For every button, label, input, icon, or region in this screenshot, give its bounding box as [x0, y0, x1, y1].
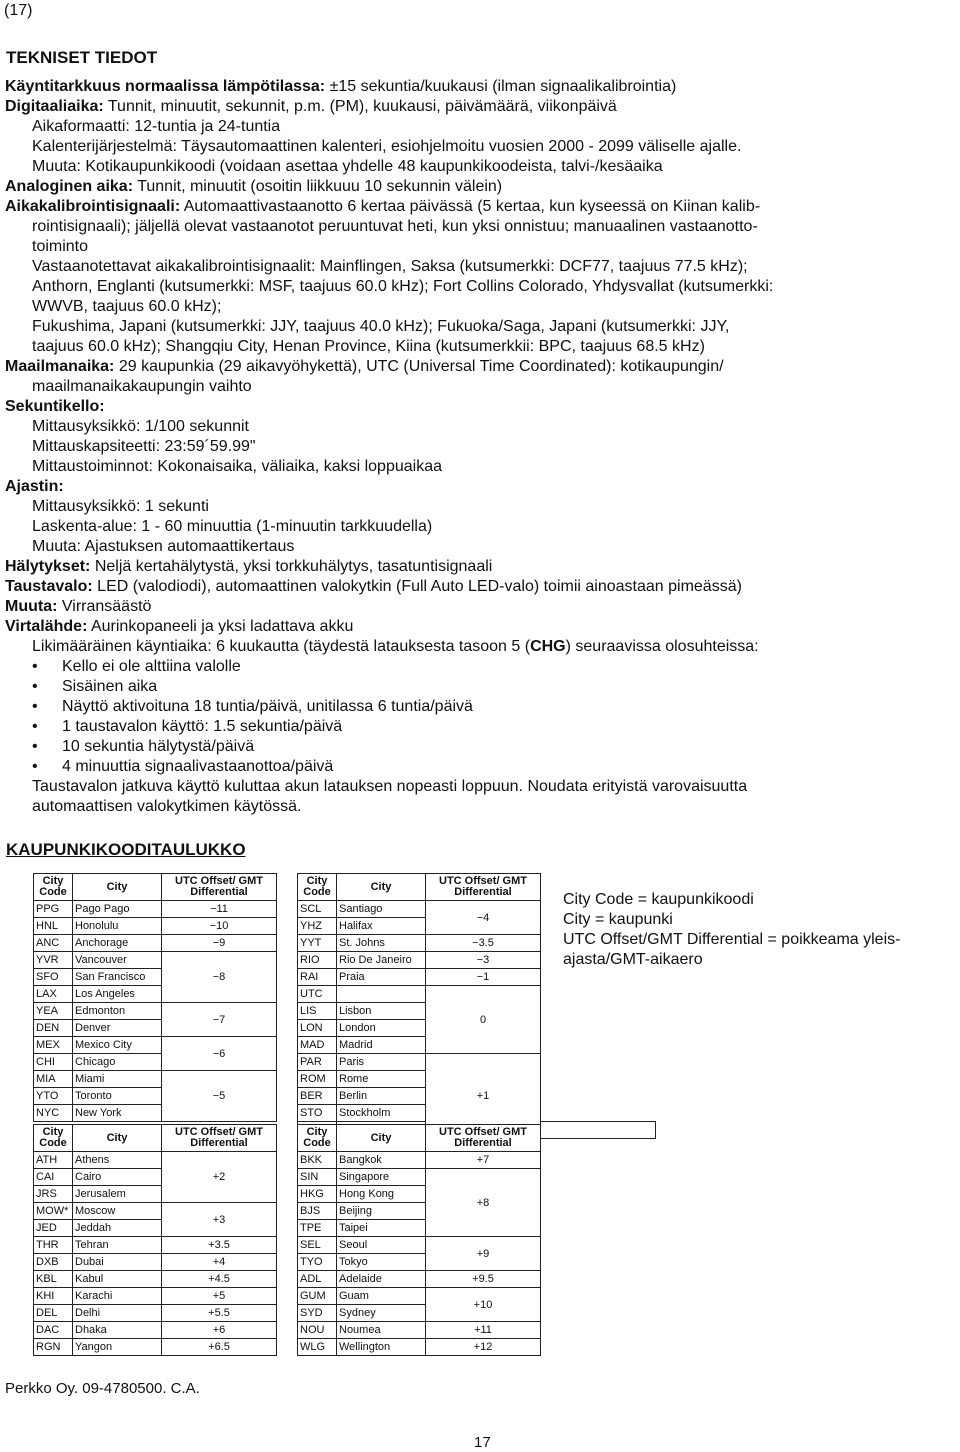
- city-code: GUM: [298, 1288, 337, 1305]
- city-name: Rio De Janeiro: [337, 952, 426, 969]
- city-name: Guam: [337, 1288, 426, 1305]
- utc-offset: −3.5: [426, 935, 541, 952]
- city-name: [337, 986, 426, 1003]
- city-code: YVR: [34, 952, 73, 969]
- city-name: Edmonton: [73, 1003, 162, 1020]
- city-code: ROM: [298, 1071, 337, 1088]
- table-row: [34, 1237, 277, 1254]
- legend-line: UTC Offset/GMT Differential = poikkeama yleis-: [563, 931, 901, 948]
- bullet-icon: •: [32, 718, 38, 735]
- table-row: [34, 1339, 277, 1356]
- utc-offset: +9: [426, 1237, 541, 1271]
- table-header-row: [34, 1125, 277, 1152]
- city-code: WLG: [298, 1339, 337, 1356]
- utc-offset: +3: [162, 1203, 277, 1237]
- footer: Perkko Oy. 09-4780500. C.A.: [5, 1380, 200, 1397]
- spec-text: toiminto: [32, 238, 89, 255]
- utc-offset: −4: [426, 901, 541, 935]
- table-row: [298, 1054, 656, 1071]
- city-name: Dubai: [73, 1254, 162, 1271]
- city-name: Jeddah: [73, 1220, 162, 1237]
- spec-text: Vastaanotettavat aikakalibrointisignaalit: Mainflingen, Saksa (kutsumerkki: DCF77, taajuus 77.5 kHz);: [32, 258, 748, 275]
- page-number-top: (17): [4, 2, 33, 19]
- city-code: LAX: [34, 986, 73, 1003]
- city-name: Praia: [337, 969, 426, 986]
- header-city: City: [337, 1125, 426, 1152]
- city-code: UTC: [298, 986, 337, 1003]
- city-name: Rome: [337, 1071, 426, 1088]
- spec-label: Analoginen aika:: [5, 178, 134, 195]
- city-name: Kabul: [73, 1271, 162, 1288]
- city-name: Chicago: [73, 1054, 162, 1071]
- city-name: Toronto: [73, 1088, 162, 1105]
- city-name: Adelaide: [337, 1271, 426, 1288]
- city-name: San Francisco: [73, 969, 162, 986]
- city-code: STO: [298, 1105, 337, 1122]
- spec-label: Muuta:: [5, 598, 58, 615]
- city-code: SCL: [298, 901, 337, 918]
- spec-line: [5, 197, 955, 217]
- header-offset: UTC Offset/ GMT Differential: [426, 1125, 541, 1152]
- utc-offset: +3.5: [162, 1237, 277, 1254]
- spec-line: [5, 617, 955, 637]
- spec-line: [5, 517, 955, 537]
- city-code: NOU: [298, 1322, 337, 1339]
- spec-text: Tunnit, minuutit, sekunnit, p.m. (PM), kuukausi, päivämäärä, viikonpäivä: [103, 98, 617, 115]
- table-row: [298, 1339, 541, 1356]
- city-code: NYC: [34, 1105, 73, 1122]
- spec-text: Laskenta-alue: 1 - 60 minuuttia (1-minuutin tarkkuudella): [32, 518, 433, 535]
- spec-line: [5, 537, 955, 557]
- city-name: Berlin: [337, 1088, 426, 1105]
- city-name: Dhaka: [73, 1322, 162, 1339]
- spec-line: [5, 577, 955, 597]
- spec-line: [5, 97, 955, 117]
- spec-text: Muuta: Kotikaupunkikoodi (voidaan asettaa yhdelle 48 kaupunkikoodeista, talvi-/kesäaika: [32, 158, 663, 175]
- spec-label: Digitaaliaika:: [5, 98, 104, 115]
- utc-offset: +1: [426, 1054, 541, 1139]
- spec-line: [5, 377, 955, 397]
- spec-text: Virransäästö: [57, 598, 152, 615]
- spec-line: [5, 157, 955, 177]
- spec-label: Ajastin:: [5, 478, 64, 495]
- city-name: St. Johns: [337, 935, 426, 952]
- city-code: KBL: [34, 1271, 73, 1288]
- header-city: City: [73, 1125, 162, 1152]
- spec-text: Tunnit, minuutit (osoitin liikkuuu 10 sekunnin välein): [133, 178, 503, 195]
- table-row: [34, 1037, 277, 1054]
- bullet-icon: •: [32, 658, 38, 675]
- spec-line: Taustavalon jatkuva käyttö kuluttaa akun latauksen nopeasti loppuun. Noudata erityistä varovaisuutta: [32, 778, 748, 795]
- legend: [563, 890, 900, 970]
- utc-offset: −5: [162, 1071, 277, 1122]
- table-row: [298, 1288, 541, 1305]
- city-code: YHZ: [298, 918, 337, 935]
- utc-offset: +10: [426, 1288, 541, 1322]
- city-code-table-4: [297, 1124, 541, 1356]
- city-name: Tehran: [73, 1237, 162, 1254]
- city-name: Paris: [337, 1054, 426, 1071]
- spec-text: taajuus 60.0 kHz); Shangqiu City, Henan Province, Kiina (kutsumerkkii: BPC, taajuus 68.5 kHz): [32, 338, 705, 355]
- spec-line: [5, 117, 955, 137]
- spec-line: [5, 417, 955, 437]
- city-name: Vancouver: [73, 952, 162, 969]
- city-name: Tokyo: [337, 1254, 426, 1271]
- spec-line: [5, 497, 955, 517]
- city-name: Miami: [73, 1071, 162, 1088]
- utc-offset: +4: [162, 1254, 277, 1271]
- city-name: Cairo: [73, 1169, 162, 1186]
- spec-text: Fukushima, Japani (kutsumerkki: JJY, taajuus 40.0 kHz); Fukuoka/Saga, Japani (kutsumerkki: JJY,: [32, 318, 730, 335]
- bullet-item: [5, 737, 955, 757]
- city-code-table-3: [33, 1124, 277, 1356]
- page-number-bottom: 17: [474, 1434, 491, 1451]
- city-code: ATH: [34, 1152, 73, 1169]
- city-code: KHI: [34, 1288, 73, 1305]
- spec-text: Aurinkopaneeli ja yksi ladattava akku: [87, 618, 354, 635]
- bullet-text: 4 minuuttia signaalivastaanottoa/päivä: [62, 758, 334, 775]
- spec-line: [5, 217, 955, 237]
- city-code: TPE: [298, 1220, 337, 1237]
- spec-text: rointisignaali); jäljellä olevat vastaanotot peruuntuvat heti, kun yksi onnistuu; manuaalinen vastaanotto-: [32, 218, 758, 235]
- city-name: Santiago: [337, 901, 426, 918]
- table-row: [34, 1203, 277, 1220]
- table-row: [34, 918, 277, 935]
- city-code: MAD: [298, 1037, 337, 1054]
- city-name: Stockholm: [337, 1105, 426, 1122]
- city-code: CAI: [34, 1169, 73, 1186]
- header-offset: UTC Offset/ GMT Differential: [162, 874, 277, 901]
- utc-offset: +9.5: [426, 1271, 541, 1288]
- bullet-icon: •: [32, 738, 38, 755]
- utc-offset: [541, 1122, 656, 1139]
- spec-label: Käyntitarkkuus normaalissa lämpötilassa:: [5, 78, 326, 95]
- city-name: Taipei: [337, 1220, 426, 1237]
- city-code: JED: [34, 1220, 73, 1237]
- bullet-text: Sisäinen aika: [62, 678, 158, 695]
- header-code: City Code: [34, 874, 73, 901]
- city-code: DAC: [34, 1322, 73, 1339]
- city-code: PAR: [298, 1054, 337, 1071]
- city-name: Sydney: [337, 1305, 426, 1322]
- table-row: [34, 1322, 277, 1339]
- legend-line: ajasta/GMT-aikaero: [563, 951, 703, 968]
- city-name: Pago Pago: [73, 901, 162, 918]
- city-name: Athens: [73, 1152, 162, 1169]
- spec-block: [5, 77, 955, 817]
- legend-line: City Code = kaupunkikoodi: [563, 891, 754, 908]
- spec-text: 29 kaupunkia (29 aikavyöhykettä), UTC (Universal Time Coordinated): kotikaupungin/: [114, 358, 724, 375]
- table-row: [34, 1152, 277, 1169]
- utc-offset: +6.5: [162, 1339, 277, 1356]
- spec-text: LED (valodiodi), automaattinen valokytkin (Full Auto LED-valo) toimii ainoastaan pimeässä): [92, 578, 742, 595]
- city-code: CHI: [34, 1054, 73, 1071]
- table-row: [34, 935, 277, 952]
- city-code: BKK: [298, 1152, 337, 1169]
- utc-offset: −8: [162, 952, 277, 1003]
- spec-line: [5, 257, 955, 277]
- table-row: [298, 1152, 541, 1169]
- city-name: Singapore: [337, 1169, 426, 1186]
- city-code: SYD: [298, 1305, 337, 1322]
- table-row: [34, 1271, 277, 1288]
- city-code: SEL: [298, 1237, 337, 1254]
- spec-line: [5, 177, 955, 197]
- spec-line: [5, 297, 955, 317]
- city-name: Los Angeles: [73, 986, 162, 1003]
- header-code: City Code: [298, 874, 337, 901]
- city-name: Beijing: [337, 1203, 426, 1220]
- header-offset: UTC Offset/ GMT Differential: [162, 1125, 277, 1152]
- city-name: Bangkok: [337, 1152, 426, 1169]
- city-code: YYT: [298, 935, 337, 952]
- city-code: DXB: [34, 1254, 73, 1271]
- spec-label: Virtalähde:: [5, 618, 88, 635]
- city-code: RGN: [34, 1339, 73, 1356]
- battery-text: ) seuraavissa olosuhteissa:: [565, 638, 759, 655]
- header-city: City: [337, 874, 426, 901]
- spec-label: Taustavalo:: [5, 578, 93, 595]
- spec-text: Mittausyksikkö: 1/100 sekunnit: [32, 418, 249, 435]
- utc-offset: −9: [162, 935, 277, 952]
- city-name: Anchorage: [73, 935, 162, 952]
- table-row: [298, 969, 656, 986]
- city-name: Moscow: [73, 1203, 162, 1220]
- table-row: [34, 1071, 277, 1088]
- spec-line: [5, 477, 955, 497]
- header-city: City: [73, 874, 162, 901]
- bullet-icon: •: [32, 758, 38, 775]
- utc-offset: +5: [162, 1288, 277, 1305]
- spec-line: [5, 317, 955, 337]
- legend-line: City = kaupunki: [563, 911, 673, 928]
- city-name: New York: [73, 1105, 162, 1122]
- section-title: KAUPUNKIKOODITAULUKKO: [6, 840, 246, 859]
- city-name: Lisbon: [337, 1003, 426, 1020]
- spec-line: [5, 597, 955, 617]
- city-code: MEX: [34, 1037, 73, 1054]
- spec-label: Maailmanaika:: [5, 358, 115, 375]
- battery-line: [5, 637, 955, 657]
- header-code: City Code: [34, 1125, 73, 1152]
- bullet-text: Näyttö aktivoituna 18 tuntia/päivä, unitilassa 6 tuntia/päivä: [62, 698, 473, 715]
- city-name: Halifax: [337, 918, 426, 935]
- spec-label: Aikakalibrointisignaali:: [5, 198, 181, 215]
- table-row: [34, 1254, 277, 1271]
- utc-offset: −1: [426, 969, 541, 986]
- city-code: YEA: [34, 1003, 73, 1020]
- city-code: SIN: [298, 1169, 337, 1186]
- utc-offset: −7: [162, 1003, 277, 1037]
- spec-text: Automaattivastaanotto 6 kertaa päivässä (5 kertaa, kun kyseessä on Kiinan kalib-: [180, 198, 761, 215]
- bullet-icon: •: [32, 698, 38, 715]
- utc-offset: −6: [162, 1037, 277, 1071]
- spec-text: Neljä kertahälytystä, yksi torkkuhälytys, tasatuntisignaali: [90, 558, 493, 575]
- city-code: HNL: [34, 918, 73, 935]
- table-row: [298, 1169, 541, 1186]
- page-title: TEKNISET TIEDOT: [6, 48, 158, 67]
- city-name: Hong Kong: [337, 1186, 426, 1203]
- spec-text: Aikaformaatti: 12-tuntia ja 24-tuntia: [32, 118, 281, 135]
- city-code: JRS: [34, 1186, 73, 1203]
- bullet-item: [5, 697, 955, 717]
- city-name: Jerusalem: [73, 1186, 162, 1203]
- spec-line: automaattisen valokytkimen käytössä.: [32, 798, 302, 815]
- bullet-text: Kello ei ole alttiina valolle: [62, 658, 241, 675]
- utc-offset: +6: [162, 1322, 277, 1339]
- table-row: [34, 901, 277, 918]
- spec-line: [5, 77, 955, 97]
- table-row: [34, 1288, 277, 1305]
- table-row: [298, 986, 656, 1003]
- table-row: [298, 1237, 541, 1254]
- spec-text: Mittausyksikkö: 1 sekunti: [32, 498, 209, 515]
- bullet-text: 10 sekuntia hälytystä/päivä: [62, 738, 255, 755]
- utc-offset: +2: [162, 1152, 277, 1203]
- city-code: THR: [34, 1237, 73, 1254]
- spec-line: [5, 557, 955, 577]
- spec-text: Mittaustoiminnot: Kokonaisaika, väliaika, kaksi loppuaikaa: [32, 458, 442, 475]
- utc-offset: −10: [162, 918, 277, 935]
- table-row: [298, 1271, 541, 1288]
- bullet-item: [5, 717, 955, 737]
- table-row: [34, 952, 277, 969]
- utc-offset: +5.5: [162, 1305, 277, 1322]
- spec-line: [5, 437, 955, 457]
- utc-offset: +11: [426, 1322, 541, 1339]
- bullet-icon: •: [32, 678, 38, 695]
- city-name: Karachi: [73, 1288, 162, 1305]
- table-header-row: [34, 874, 277, 901]
- table-header-row: [298, 1125, 541, 1152]
- city-name: Mexico City: [73, 1037, 162, 1054]
- spec-line: [5, 237, 955, 257]
- table-row: [34, 1003, 277, 1020]
- spec-label: Hälytykset:: [5, 558, 91, 575]
- utc-offset: −11: [162, 901, 277, 918]
- utc-offset: +8: [426, 1169, 541, 1237]
- city-code: YTO: [34, 1088, 73, 1105]
- battery-level-label: CHG: [530, 638, 566, 655]
- spec-line: [5, 277, 955, 297]
- spec-text: maailmanaikakaupungin vaihto: [32, 378, 252, 395]
- bullet-item: [5, 657, 955, 677]
- spec-line: [5, 357, 955, 377]
- city-code: RIO: [298, 952, 337, 969]
- table-row: [34, 1305, 277, 1322]
- spec-text: WWVB, taajuus 60.0 kHz);: [32, 298, 222, 315]
- city-name: Wellington: [337, 1339, 426, 1356]
- city-code: LIS: [298, 1003, 337, 1020]
- city-name: Yangon: [73, 1339, 162, 1356]
- city-code: DEN: [34, 1020, 73, 1037]
- spec-text: Anthorn, Englanti (kutsumerkki: MSF, taajuus 60.0 kHz); Fort Collins Colorado, Yhdysvallat (kutsumerkki:: [32, 278, 774, 295]
- spec-line: [5, 337, 955, 357]
- city-code: ANC: [34, 935, 73, 952]
- utc-offset: +4.5: [162, 1271, 277, 1288]
- city-code: HKG: [298, 1186, 337, 1203]
- city-name: Seoul: [337, 1237, 426, 1254]
- spec-line: [5, 137, 955, 157]
- spec-line: [5, 397, 955, 417]
- city-name: Denver: [73, 1020, 162, 1037]
- city-name: London: [337, 1020, 426, 1037]
- city-code: LON: [298, 1020, 337, 1037]
- city-code: BJS: [298, 1203, 337, 1220]
- spec-label: Sekuntikello:: [5, 398, 105, 415]
- header-offset: UTC Offset/ GMT Differential: [426, 874, 541, 901]
- city-code: TYO: [298, 1254, 337, 1271]
- spec-text: Muuta: Ajastuksen automaattikertaus: [32, 538, 295, 555]
- city-code: RAI: [298, 969, 337, 986]
- utc-offset: 0: [426, 986, 541, 1054]
- city-name: Noumea: [337, 1322, 426, 1339]
- spec-text: ±15 sekuntia/kuukausi (ilman signaalikalibrointia): [325, 78, 677, 95]
- header-code: City Code: [298, 1125, 337, 1152]
- bullet-item: [5, 757, 955, 777]
- utc-offset: +12: [426, 1339, 541, 1356]
- city-code: PPG: [34, 901, 73, 918]
- city-code: DEL: [34, 1305, 73, 1322]
- city-code: SFO: [34, 969, 73, 986]
- utc-offset: −3: [426, 952, 541, 969]
- city-code: BER: [298, 1088, 337, 1105]
- city-name: Honolulu: [73, 918, 162, 935]
- city-name: Madrid: [337, 1037, 426, 1054]
- city-code: MOW*: [34, 1203, 73, 1220]
- utc-offset: +7: [426, 1152, 541, 1169]
- battery-text: Likimääräinen käyntiaika: 6 kuukautta (täydestä latauksesta tasoon 5 (: [32, 638, 531, 655]
- city-name: Delhi: [73, 1305, 162, 1322]
- city-code-table-1: [33, 873, 277, 1122]
- table-row: [298, 1322, 541, 1339]
- city-code: MIA: [34, 1071, 73, 1088]
- bullet-item: [5, 677, 955, 697]
- spec-line: [5, 457, 955, 477]
- spec-text: Mittauskapsiteetti: 23:59´59.99": [32, 438, 256, 455]
- spec-text: Kalenterijärjestelmä: Täysautomaattinen kalenteri, esiohjelmoitu vuosien 2000 - 2099 väliselle ajalle.: [32, 138, 742, 155]
- city-code: ADL: [298, 1271, 337, 1288]
- bullet-text: 1 taustavalon käyttö: 1.5 sekuntia/päivä: [62, 718, 343, 735]
